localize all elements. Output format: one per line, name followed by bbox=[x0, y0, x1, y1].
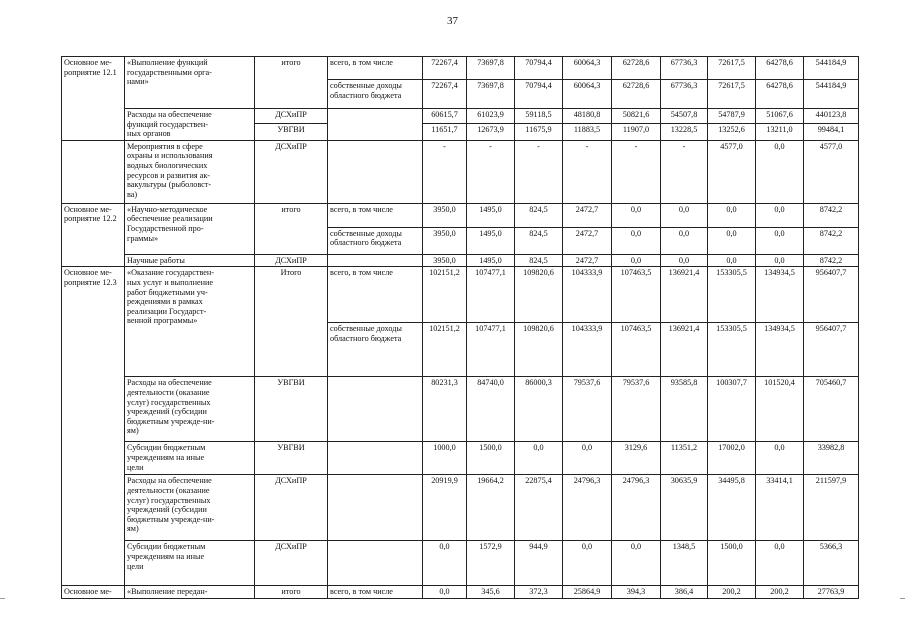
table-cell: 0,0 bbox=[661, 227, 708, 254]
table-cell: Итого bbox=[255, 267, 328, 377]
table-cell: ДСХиПР bbox=[255, 109, 328, 124]
table-cell: 136921,4 bbox=[661, 267, 708, 323]
table-row bbox=[62, 254, 859, 267]
table-row bbox=[62, 109, 859, 124]
table-cell: 13211,0 bbox=[756, 124, 804, 141]
table-cell: 73697,8 bbox=[467, 57, 515, 80]
table-cell: 33982,8 bbox=[804, 442, 859, 475]
table-cell: итого bbox=[255, 203, 328, 254]
table-cell: ДСХиПР bbox=[255, 475, 328, 541]
table-row bbox=[62, 140, 859, 203]
table-cell: 0,0 bbox=[612, 227, 661, 254]
table-cell: 73697,8 bbox=[467, 80, 515, 109]
table-cell: 12673,9 bbox=[467, 124, 515, 141]
table-row bbox=[62, 475, 859, 541]
table-cell: Расходы на обеспечение функций государствен- ных органов bbox=[125, 109, 255, 141]
table-cell: 61023,9 bbox=[467, 109, 515, 124]
table-cell: итого bbox=[255, 57, 328, 109]
table-cell: 62728,6 bbox=[612, 57, 661, 80]
table-cell: Расходы на обеспечение деятельности (оказание услуг) государственных учреждений (субсидии бюджетным учрежде-ни- ям) bbox=[125, 475, 255, 541]
table-cell: 2472,7 bbox=[563, 227, 612, 254]
table-cell: 93585,8 bbox=[661, 377, 708, 442]
table-cell: 11907,0 bbox=[612, 124, 661, 141]
table-cell: УВГВИ bbox=[255, 377, 328, 442]
table-cell: 70794,4 bbox=[515, 80, 563, 109]
table-cell: 13252,6 bbox=[708, 124, 756, 141]
table-cell: 104333,9 bbox=[563, 323, 612, 377]
table-cell: УВГВИ bbox=[255, 124, 328, 141]
table-cell: 54507,8 bbox=[661, 109, 708, 124]
table-cell bbox=[328, 377, 423, 442]
table-row bbox=[62, 541, 859, 586]
table-cell: - bbox=[423, 140, 467, 203]
table-cell: 0,0 bbox=[756, 203, 804, 227]
table-cell: 25864,9 bbox=[563, 586, 612, 599]
table-cell: 67736,3 bbox=[661, 80, 708, 109]
table-cell: 544184,9 bbox=[804, 80, 859, 109]
table-cell: 4577,0 bbox=[804, 140, 859, 203]
table-cell: 1495,0 bbox=[467, 203, 515, 227]
table-cell: 3950,0 bbox=[423, 254, 467, 267]
table-cell: 51067,6 bbox=[756, 109, 804, 124]
table-cell: 80231,3 bbox=[423, 377, 467, 442]
table-cell: 153305,5 bbox=[708, 323, 756, 377]
table-cell: 0,0 bbox=[756, 227, 804, 254]
table-cell: 705460,7 bbox=[804, 377, 859, 442]
table-cell: 0,0 bbox=[756, 442, 804, 475]
table-cell: 86000,3 bbox=[515, 377, 563, 442]
table-cell bbox=[328, 254, 423, 267]
table-cell: 0,0 bbox=[708, 254, 756, 267]
table-cell: 107463,5 bbox=[612, 323, 661, 377]
table-cell: 101520,4 bbox=[756, 377, 804, 442]
table-cell: 34495,8 bbox=[708, 475, 756, 541]
table-cell: всего, в том числе bbox=[328, 57, 423, 80]
table-cell: 107477,1 bbox=[467, 267, 515, 323]
table-cell: - bbox=[612, 140, 661, 203]
table-cell: итого bbox=[255, 586, 328, 599]
table-row bbox=[62, 267, 859, 323]
table-cell: 24796,3 bbox=[563, 475, 612, 541]
table-cell: 0,0 bbox=[612, 541, 661, 586]
table-row bbox=[62, 57, 859, 80]
table-row bbox=[62, 377, 859, 442]
table-cell: 24796,3 bbox=[612, 475, 661, 541]
table-cell: 0,0 bbox=[612, 254, 661, 267]
table-cell: 136921,4 bbox=[661, 323, 708, 377]
table-cell: УВГВИ bbox=[255, 442, 328, 475]
table-cell: 48180,8 bbox=[563, 109, 612, 124]
table-cell: 70794,4 bbox=[515, 57, 563, 80]
table-cell: 72617,5 bbox=[708, 57, 756, 80]
table-cell: собственные доходы областного бюджета bbox=[328, 227, 423, 254]
table-cell: 394,3 bbox=[612, 586, 661, 599]
table-cell: 134934,5 bbox=[756, 323, 804, 377]
table-row bbox=[62, 586, 859, 599]
table-cell: 3950,0 bbox=[423, 203, 467, 227]
table-cell: Основное ме- bbox=[62, 586, 125, 599]
table-cell: - bbox=[515, 140, 563, 203]
table-cell: Расходы на обеспечение деятельности (оказание услуг) государственных учреждений (субсидии бюджетным учрежде-ни- ям) bbox=[125, 377, 255, 442]
table-cell: 72267,4 bbox=[423, 80, 467, 109]
table-cell: Мероприятия в сфере охраны и использования водных биологических ресурсов и развития ак- вакультуры (рыболовст- ва) bbox=[125, 140, 255, 203]
table-cell bbox=[328, 475, 423, 541]
table-cell: 0,0 bbox=[708, 227, 756, 254]
table-cell: 102151,2 bbox=[423, 323, 467, 377]
table-cell: собственные доходы областного бюджета bbox=[328, 80, 423, 109]
table-cell: Субсидии бюджетным учреждениям на иные цели bbox=[125, 541, 255, 586]
table-cell: 0,0 bbox=[756, 254, 804, 267]
table-cell: ДСХиПР bbox=[255, 140, 328, 203]
table-cell: 64278,6 bbox=[756, 80, 804, 109]
table-cell: 22875,4 bbox=[515, 475, 563, 541]
table-cell: 54787,9 bbox=[708, 109, 756, 124]
table-cell: 13228,5 bbox=[661, 124, 708, 141]
table-cell: 0,0 bbox=[756, 541, 804, 586]
table-cell: 200,2 bbox=[756, 586, 804, 599]
table-cell: 1495,0 bbox=[467, 227, 515, 254]
table-cell: 17002,0 bbox=[708, 442, 756, 475]
table-cell: 824,5 bbox=[515, 203, 563, 227]
table-cell: 0,0 bbox=[661, 203, 708, 227]
table-cell: 1500,0 bbox=[708, 541, 756, 586]
table-cell: 1000,0 bbox=[423, 442, 467, 475]
table-cell: 0,0 bbox=[756, 140, 804, 203]
table-cell: всего, в том числе bbox=[328, 203, 423, 227]
table-cell: Научные работы bbox=[125, 254, 255, 267]
table-cell: 956407,7 bbox=[804, 323, 859, 377]
table-cell: 0,0 bbox=[423, 541, 467, 586]
table-cell: 1348,5 bbox=[661, 541, 708, 586]
table-cell bbox=[328, 140, 423, 203]
table-cell: 944,9 bbox=[515, 541, 563, 586]
table-cell: 200,2 bbox=[708, 586, 756, 599]
table-cell: 72267,4 bbox=[423, 57, 467, 80]
table-cell: - bbox=[661, 140, 708, 203]
table-cell: 0,0 bbox=[661, 254, 708, 267]
table-cell: 72617,5 bbox=[708, 80, 756, 109]
table-cell: 824,5 bbox=[515, 227, 563, 254]
table-cell: 11883,5 bbox=[563, 124, 612, 141]
table-cell: 544184,9 bbox=[804, 57, 859, 80]
table-cell bbox=[328, 541, 423, 586]
table-cell: 60615,7 bbox=[423, 109, 467, 124]
table-cell: 64278,6 bbox=[756, 57, 804, 80]
table-row bbox=[62, 442, 859, 475]
table-cell: 956407,7 bbox=[804, 267, 859, 323]
table-cell: всего, в том числе bbox=[328, 267, 423, 323]
table-cell: 100307,7 bbox=[708, 377, 756, 442]
table-cell: 372,3 bbox=[515, 586, 563, 599]
table-cell: 102151,2 bbox=[423, 267, 467, 323]
table-cell: «Оказание государствен- ных услуг и выполнение работ бюджетными уч- реждениями в рамках реализации Государст- венной программы» bbox=[125, 267, 255, 377]
table-cell: 67736,3 bbox=[661, 57, 708, 80]
table-cell: 3950,0 bbox=[423, 227, 467, 254]
table-cell: 104333,9 bbox=[563, 267, 612, 323]
table-cell bbox=[62, 140, 125, 203]
margin-mark bbox=[0, 598, 5, 599]
table-cell: 2472,7 bbox=[563, 254, 612, 267]
table-cell: 60064,3 bbox=[563, 80, 612, 109]
table-cell: 8742,2 bbox=[804, 203, 859, 227]
table-cell: «Выполнение функций государственными орга- нами» bbox=[125, 57, 255, 109]
table-cell: 8742,2 bbox=[804, 227, 859, 254]
table-cell: 5366,3 bbox=[804, 541, 859, 586]
table-cell: 4577,0 bbox=[708, 140, 756, 203]
table-cell: - bbox=[467, 140, 515, 203]
page-number: 37 bbox=[447, 15, 458, 27]
table-cell: 84740,0 bbox=[467, 377, 515, 442]
table-cell: - bbox=[563, 140, 612, 203]
table-cell: 3129,6 bbox=[612, 442, 661, 475]
table-cell: 0,0 bbox=[708, 203, 756, 227]
table-cell: 11675,9 bbox=[515, 124, 563, 141]
table-cell: 0,0 bbox=[515, 442, 563, 475]
table-cell: «Научно-методическое обеспечение реализации Государственной про- граммы» bbox=[125, 203, 255, 254]
table-cell: 107463,5 bbox=[612, 267, 661, 323]
table-cell: 11351,2 bbox=[661, 442, 708, 475]
table-cell: 109820,6 bbox=[515, 267, 563, 323]
table-cell: ДСХиПР bbox=[255, 254, 328, 267]
budget-table bbox=[61, 56, 859, 599]
table-cell: 1500,0 bbox=[467, 442, 515, 475]
table-cell bbox=[328, 442, 423, 475]
table-cell: 345,6 bbox=[467, 586, 515, 599]
table-cell: ДСХиПР bbox=[255, 541, 328, 586]
table-cell: 60064,3 bbox=[563, 57, 612, 80]
table-cell: 211597,9 bbox=[804, 475, 859, 541]
table-cell: Основное ме- роприятие 12.1 bbox=[62, 57, 125, 141]
table-cell: 109820,6 bbox=[515, 323, 563, 377]
table-cell: 59118,5 bbox=[515, 109, 563, 124]
table-cell: 1495,0 bbox=[467, 254, 515, 267]
table-cell: 27763,9 bbox=[804, 586, 859, 599]
table-cell: 79537,6 bbox=[563, 377, 612, 442]
table-cell: 0,0 bbox=[423, 586, 467, 599]
table-cell: собственные доходы областного бюджета bbox=[328, 323, 423, 377]
table-cell: 107477,1 bbox=[467, 323, 515, 377]
table-cell: 30635,9 bbox=[661, 475, 708, 541]
table-cell: 20919,9 bbox=[423, 475, 467, 541]
table-cell: 1572,9 bbox=[467, 541, 515, 586]
table-cell: 0,0 bbox=[612, 203, 661, 227]
table-cell: всего, в том числе bbox=[328, 586, 423, 599]
table-cell: 0,0 bbox=[563, 541, 612, 586]
table-cell bbox=[328, 109, 423, 141]
table-cell: 8742,2 bbox=[804, 254, 859, 267]
table-cell: 99484,1 bbox=[804, 124, 859, 141]
table-cell: 153305,5 bbox=[708, 267, 756, 323]
table-cell: 79537,6 bbox=[612, 377, 661, 442]
margin-mark bbox=[900, 598, 905, 599]
table-cell: 440123,8 bbox=[804, 109, 859, 124]
table-cell: 11651,7 bbox=[423, 124, 467, 141]
table-cell: Субсидии бюджетным учреждениям на иные цели bbox=[125, 442, 255, 475]
table-row bbox=[62, 203, 859, 227]
table-cell: Основное ме- роприятие 12.3 bbox=[62, 267, 125, 586]
table-cell: 19664,2 bbox=[467, 475, 515, 541]
table-cell: 386,4 bbox=[661, 586, 708, 599]
table-cell: 33414,1 bbox=[756, 475, 804, 541]
table-cell: Основное ме- роприятие 12.2 bbox=[62, 203, 125, 267]
table-cell: «Выполнение передан- bbox=[125, 586, 255, 599]
table-cell: 0,0 bbox=[563, 442, 612, 475]
table-cell: 824,5 bbox=[515, 254, 563, 267]
table-cell: 62728,6 bbox=[612, 80, 661, 109]
table-cell: 2472,7 bbox=[563, 203, 612, 227]
table-cell: 50821,6 bbox=[612, 109, 661, 124]
table-cell: 134934,5 bbox=[756, 267, 804, 323]
